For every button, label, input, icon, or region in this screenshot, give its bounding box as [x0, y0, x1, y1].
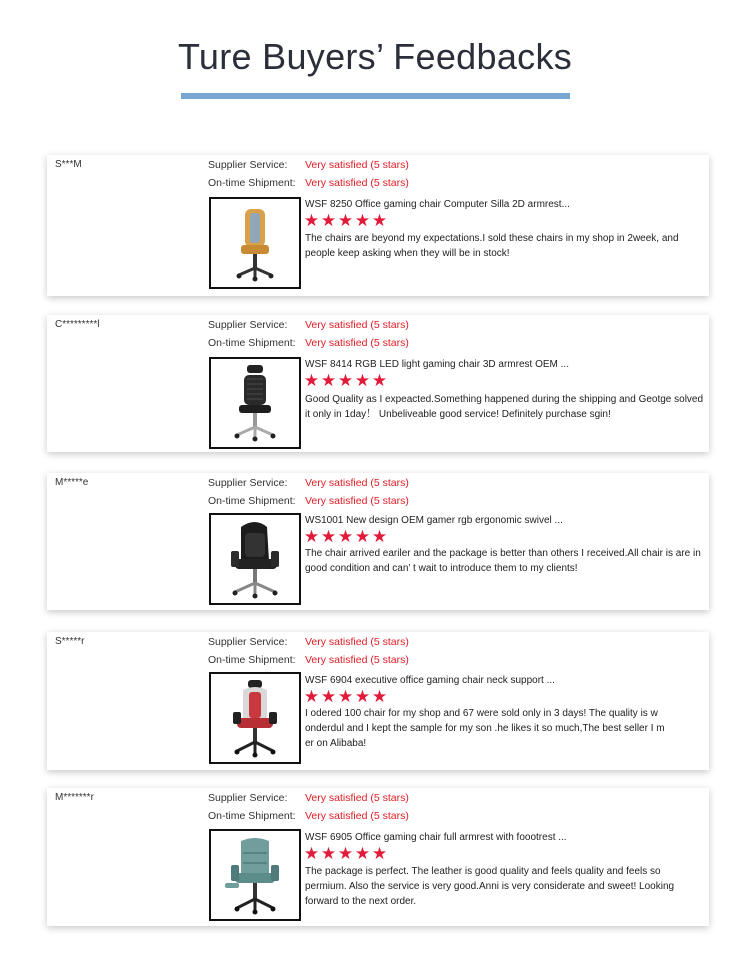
shipment-label: On-time Shipment: — [208, 654, 296, 666]
star-icon: ★ — [337, 527, 354, 546]
supplier-service-rating: Very satisfied (5 stars) — [305, 159, 409, 171]
supplier-service-row — [208, 319, 409, 331]
star-icon: ★ — [371, 211, 388, 230]
buyer-name: M*****e — [55, 477, 89, 488]
review-card — [47, 473, 709, 610]
buyer-name: C*********l — [55, 319, 100, 330]
supplier-service-label: Supplier Service: — [208, 792, 288, 804]
shipment-row — [208, 337, 409, 349]
review-card — [47, 632, 709, 770]
review-card — [47, 155, 709, 296]
star-icon: ★ — [337, 371, 354, 390]
supplier-service-row — [208, 477, 409, 489]
supplier-service-rating: Very satisfied (5 stars) — [305, 319, 409, 331]
star-icon: ★ — [320, 687, 337, 706]
review-card — [47, 315, 709, 452]
star-icon: ★ — [337, 844, 354, 863]
shipment-label: On-time Shipment: — [208, 495, 296, 507]
star-icon: ★ — [354, 211, 371, 230]
supplier-service-label: Supplier Service: — [208, 477, 288, 489]
supplier-service-label: Supplier Service: — [208, 319, 288, 331]
shipment-rating: Very satisfied (5 stars) — [305, 337, 409, 349]
review-text: I odered 100 chair for my shop and 67 were sold only in 3 days! The quality is w onderdul and I kept the sample for my son .he likes it so much,The best seller I m er on Alibaba! — [305, 708, 665, 749]
supplier-service-rating: Very satisfied (5 stars) — [305, 636, 409, 648]
shipment-rating: Very satisfied (5 stars) — [305, 810, 409, 822]
star-icon: ★ — [354, 371, 371, 390]
product-title[interactable]: WSF 8414 RGB LED light gaming chair 3D armrest OEM ... — [305, 359, 569, 370]
supplier-service-label: Supplier Service: — [208, 636, 288, 648]
star-icon: ★ — [303, 687, 320, 706]
title-underline — [181, 93, 570, 99]
mesh-office-chair-icon[interactable] — [209, 357, 301, 449]
product-title[interactable]: WS1001 New design OEM gamer rgb ergonomic swivel ... — [305, 515, 563, 526]
star-icon: ★ — [320, 527, 337, 546]
shipment-row — [208, 810, 409, 822]
shipment-row — [208, 495, 409, 507]
star-icon: ★ — [371, 687, 388, 706]
teal-recliner-chair-icon[interactable] — [209, 829, 301, 921]
review-text: The package is perfect. The leather is good quality and feels quality and feels so permium. Also the service is very good.Anni is very considerate and sweet! Looking forward to the next order. — [305, 866, 675, 907]
star-icon: ★ — [303, 371, 320, 390]
review-text: Good Quality as I expeacted.Something happened during the shipping and Geotge solved it only in 1day！ Unbeliveable good service! Definitely purchase sgin! — [305, 394, 704, 420]
supplier-service-rating: Very satisfied (5 stars) — [305, 792, 409, 804]
shipment-rating: Very satisfied (5 stars) — [305, 495, 409, 507]
star-rating — [304, 529, 387, 544]
product-title[interactable]: WSF 8250 Office gaming chair Computer Silla 2D armrest... — [305, 199, 570, 210]
buyer-name: S***M — [55, 159, 82, 170]
orange-gaming-chair-icon[interactable] — [209, 197, 301, 289]
buyer-name: M*******r — [55, 792, 94, 803]
buyer-name: S*****r — [55, 636, 85, 647]
shipment-label: On-time Shipment: — [208, 177, 296, 189]
supplier-service-label: Supplier Service: — [208, 159, 288, 171]
star-rating — [304, 846, 387, 861]
page-title: Ture Buyers’ Feedbacks — [177, 36, 573, 77]
star-icon: ★ — [320, 211, 337, 230]
red-executive-chair-icon[interactable] — [209, 672, 301, 764]
star-icon: ★ — [354, 687, 371, 706]
shipment-label: On-time Shipment: — [208, 337, 296, 349]
star-icon: ★ — [371, 527, 388, 546]
star-rating — [304, 689, 387, 704]
shipment-label: On-time Shipment: — [208, 810, 296, 822]
star-icon: ★ — [371, 844, 388, 863]
review-text: The chair arrived eariler and the package is better than others I received.All chair is are in good condition and can’ t wait to introduce them to my clients! — [305, 548, 701, 574]
star-icon: ★ — [337, 687, 354, 706]
supplier-service-row — [208, 159, 409, 171]
star-rating — [304, 213, 387, 228]
supplier-service-row — [208, 792, 409, 804]
star-icon: ★ — [354, 844, 371, 863]
review-card — [47, 788, 709, 926]
star-icon: ★ — [303, 527, 320, 546]
star-icon: ★ — [371, 371, 388, 390]
supplier-service-rating: Very satisfied (5 stars) — [305, 477, 409, 489]
shipment-row — [208, 177, 409, 189]
product-title[interactable]: WSF 6904 executive office gaming chair neck support ... — [305, 675, 555, 686]
star-icon: ★ — [320, 371, 337, 390]
product-title[interactable]: WSF 6905 Office gaming chair full armrest with foootrest ... — [305, 832, 567, 843]
star-icon: ★ — [354, 527, 371, 546]
star-icon: ★ — [337, 211, 354, 230]
star-icon: ★ — [303, 844, 320, 863]
star-icon: ★ — [320, 844, 337, 863]
shipment-rating: Very satisfied (5 stars) — [305, 177, 409, 189]
star-icon: ★ — [303, 211, 320, 230]
star-rating — [304, 373, 387, 388]
shipment-rating: Very satisfied (5 stars) — [305, 654, 409, 666]
black-leather-chair-icon[interactable] — [209, 513, 301, 605]
shipment-row — [208, 654, 409, 666]
supplier-service-row — [208, 636, 409, 648]
review-text: The chairs are beyond my expectations.I sold these chairs in my shop in 2week, and people keep asking when they will be in stock! — [305, 233, 679, 259]
